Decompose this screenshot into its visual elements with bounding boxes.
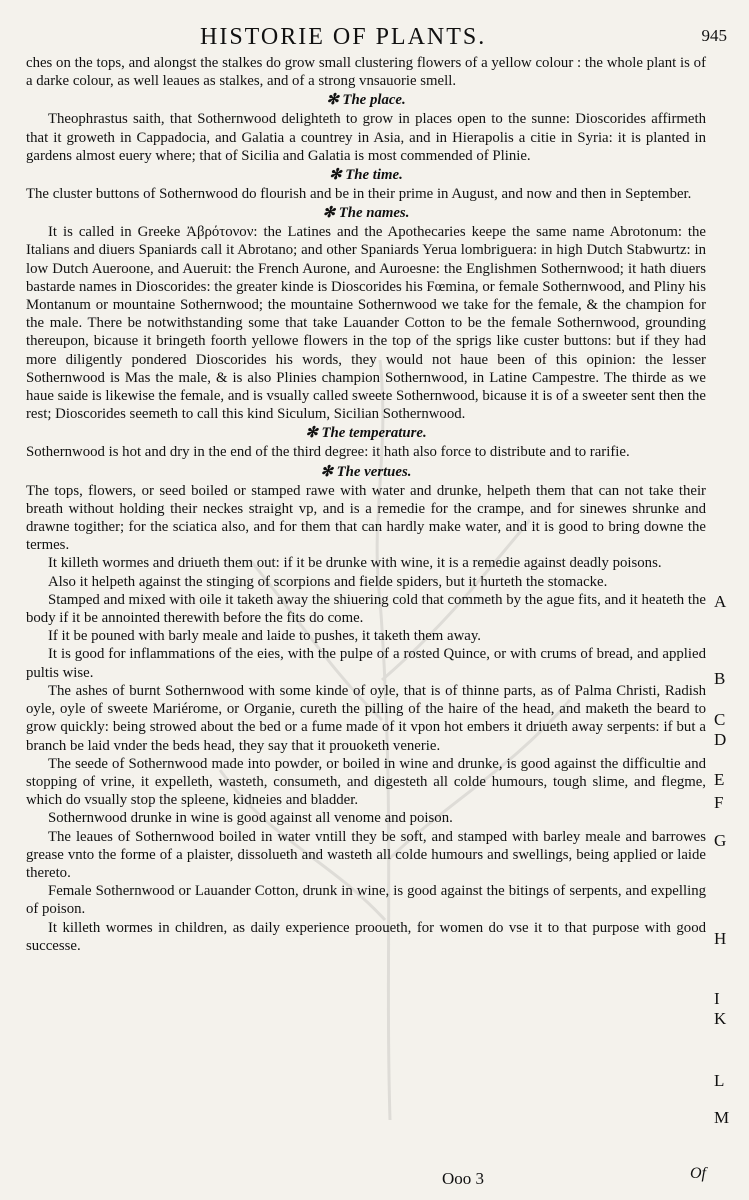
heading-names: ✻ The names. bbox=[322, 205, 410, 222]
vertue-paragraph-g: The ashes of burnt Sothernwood with some kinde of oyle, that is of thinne parts, as of Palma Christi, Radish oyle, oyle of sweete Mariérome, or Organie, cureth the pilling of the haire of the head, and maketh the beard to grow quickly: being strowed about the bed or a fume made of it vpon hot embers it driueth away serpents: if but a branch be laid vnder the beds head, they say that it prouoketh venerie. bbox=[26, 682, 706, 754]
margin-letter-b: B bbox=[714, 669, 726, 688]
vertue-paragraph-i: Sothernwood drunke in wine is good against all venome and poison. bbox=[48, 810, 453, 827]
main-text bbox=[26, 54, 706, 955]
page-header bbox=[0, 24, 749, 56]
vertue-paragraph-f: It is good for inflammations of the eies, with the pulpe of a rosted Quince, or with crums of bread, and applied pultis wise. bbox=[26, 646, 706, 681]
vertue-paragraph-m: It killeth wormes in children, as daily experience prooueth, for women do vse it to that purpose with good successe. bbox=[26, 919, 706, 954]
paragraph-temperature: Sothernwood is hot and dry in the end of the third degree: it hath also force to distribute and to rarifie. bbox=[26, 444, 630, 461]
heading-vertues: ✻ The vertues. bbox=[320, 463, 412, 480]
vertue-paragraph-b: It killeth wormes and driueth them out: if it be drunke with wine, it is a remedie against deadly poisons. bbox=[48, 555, 662, 572]
vertue-paragraph-c: Also it helpeth against the stinging of scorpions and fielde spiders, but it hurteth the stomacke. bbox=[48, 573, 608, 590]
vertue-paragraph-e: If it be pouned with barly meale and laide to pushes, it taketh them away. bbox=[48, 628, 481, 645]
signature-mark: Ooo 3 bbox=[442, 1169, 485, 1188]
margin-letter-f: F bbox=[714, 793, 724, 812]
vertue-paragraph-k: The leaues of Sothernwood boiled in water vntill they be soft, and stamped with barley meale and barrowes grease vnto the forme of a plaister, dissolueth and wasteth all colde humours and swellings, being applied or laide thereto. bbox=[26, 828, 706, 881]
vertue-paragraph-d: Stamped and mixed with oile it taketh away the shiuering cold that commeth by the ague fits, and it heateth the body if it be annointed therewith before the fits do come. bbox=[26, 591, 706, 627]
margin-letter-e: E bbox=[714, 770, 725, 789]
margin-letter-k: K bbox=[714, 1009, 727, 1028]
vertue-paragraph-l: Female Sothernwood or Lauander Cotton, drunk in wine, is good against the bitings of serpents, and expelling of poison. bbox=[26, 883, 706, 918]
catchword: Of bbox=[690, 1165, 706, 1182]
margin-letters bbox=[714, 0, 744, 1200]
paragraph-time: The cluster buttons of Sothernwood do flourish and be in their prime in August, and now and then in September. bbox=[26, 186, 692, 203]
heading-place: ✻ The place. bbox=[326, 92, 406, 109]
margin-letter-c: C bbox=[714, 710, 726, 729]
page-number: 945 bbox=[701, 26, 727, 45]
margin-letter-m: M bbox=[714, 1108, 730, 1127]
margin-letter-d: D bbox=[714, 730, 727, 749]
vertue-paragraph-h: The seede of Sothernwood made into powder, or boiled in wine and drunke, is good against the difficultie and stopping of vrine, it expelleth, wasteth, consumeth, and digesteth all colde humours, tough slime, and flegme, which do vsually stop the spleene, kidneies and bladder. bbox=[26, 755, 706, 809]
heading-temperature: ✻ The temperature. bbox=[305, 425, 427, 442]
paragraph-place: Theophrastus saith, that Sothernwood delighteth to grow in places open to the sunne: Dioscorides affirmeth that it groweth in Cappadocia, and Galatia a countrey in Asia, and in Hierapolis a citie in Syria: it is planted in gardens almost euery where; that of Sicilia and Galatia is most commended of Plinie. bbox=[26, 111, 706, 164]
margin-letter-a: A bbox=[714, 592, 727, 611]
paragraph-description-continued: ches on the tops, and alongst the stalkes do grow small clustering flowers of a yellow colour : the whole plant is of a darke colour, as well leaues as stalkes, and of a strong vnsauorie smell. bbox=[26, 55, 706, 90]
page-footer bbox=[0, 1165, 749, 1195]
margin-letter-h: H bbox=[714, 929, 727, 948]
vertue-paragraph-a: The tops, flowers, or seed boiled or stamped rawe with water and drunke, helpeth them that can not take their breath without holding their neckes straight vp, and is a remedie for the crampe, and for sinewes shrunke and drawne togither; for the sciatica also, and for them that can hardly make water, and it is good to bring downe the termes. bbox=[26, 482, 706, 554]
margin-letter-g: G bbox=[714, 831, 727, 850]
margin-letter-i: I bbox=[714, 989, 720, 1008]
heading-time: ✻ The time. bbox=[329, 167, 403, 184]
margin-letter-l: L bbox=[714, 1071, 725, 1090]
paragraph-names: It is called in Greeke Ἀβρότονον: the Latines and the Apothecaries keepe the same name Abrotonum: the Italians and diuers Spaniards call it Abrotano; and other Spaniards Yerua lombriguera: in high Dutch Stabwurtz: in low Dutch Aueroone, and Aueruit: the French Aurone, and Auroesne: the Englishmen Sothernwood; it hath diuers bastarde names in Dioscorides: the greater kinde is Dioscorides his Fœmina, or female Sothernwood, and Pliny his Montanum or mountaine Sothernwood; the mountaine Sothernwood we take for the female, & the champion for the male. There be notwithstanding some that take Lauander Cotton to be the female Sothernwood, grounding thereupon, bicause it bringeth foorth yellowe flowers in the top of the sprigs like custer buttons: but if they had more diligently pondered Dioscorides his words, they would not haue been of this opinion: the lesser Sothernwood is Mas the male, & is also Plinies champion Sothernwood, in Latine Campestre. The thirde as we haue saide is likewise the female, and is vsually called sweete Sothernwood, bicause it is of a sweeter sent then the rest; Dioscorides seemeth to call this kind Siculum, Sicilian Sothernwood. bbox=[26, 224, 706, 423]
running-head: HISTORIE OF PLANTS. bbox=[200, 24, 487, 50]
